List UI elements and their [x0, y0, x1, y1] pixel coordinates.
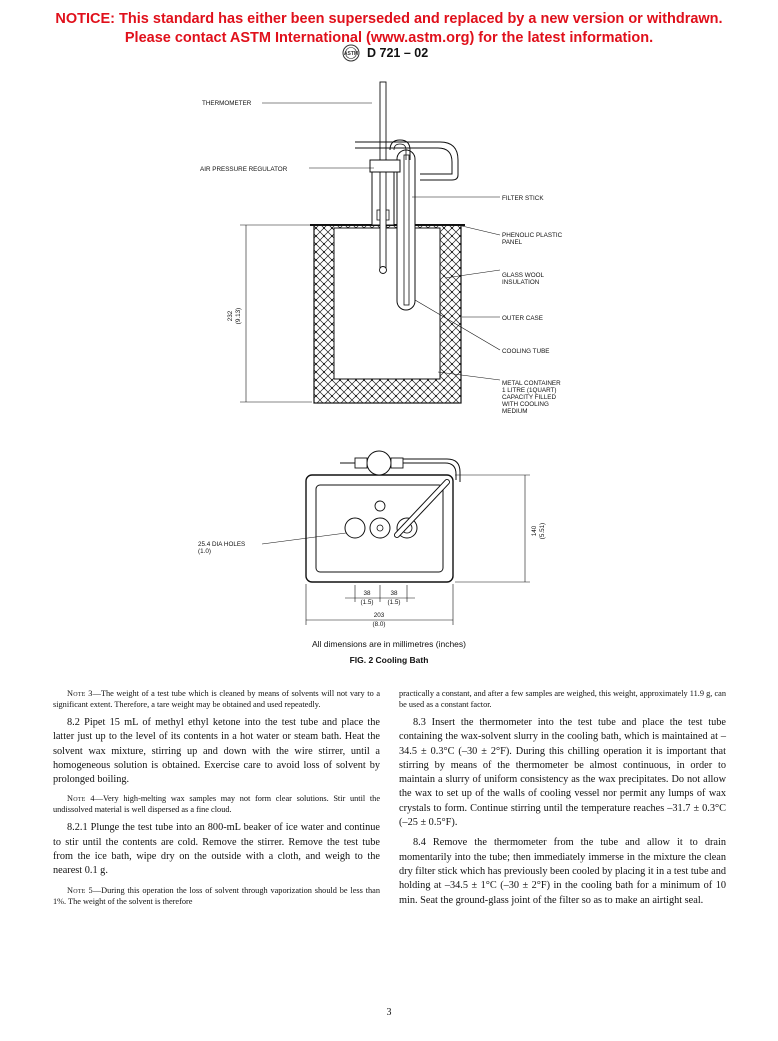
plan-regulator	[367, 451, 391, 475]
note-5-continued: practically a constant, and after a few samples are weighed, this weight, approximately 11.9 g, can be used as a constant factor.	[399, 689, 726, 709]
note-5	[53, 885, 380, 907]
designation: D 721 – 02	[367, 46, 429, 60]
left-column	[53, 688, 380, 913]
units-note: All dimensions are in millimetres (inches)	[312, 639, 466, 649]
dim-height-in: (9.13)	[235, 307, 242, 325]
label-glass-wool-2: INSULATION	[502, 279, 540, 286]
label-phenolic-panel-2: PANEL	[502, 239, 523, 246]
label-phenolic-panel-1: PHENOLIC PLASTIC	[502, 232, 563, 239]
svg-text:ASTM: ASTM	[343, 51, 359, 57]
note-4	[53, 793, 380, 815]
page-number: 3	[386, 1007, 392, 1018]
paragraph-8-2: 8.2 Pipet 15 mL of methyl ethyl ketone into the test tube and place the latter just up to the level of its contents in a hot water or steam bath. Heat the solvent wax mixture, stirring up and down with the wire stirrer, until a homogeneous solution is obtained. Exercise care to avoid loss of solvent by prolonged boiling.	[53, 717, 380, 786]
dim-spacing2-mm: 38	[390, 590, 398, 597]
dim-spacing2-in: (1.5)	[387, 599, 401, 606]
paragraph-8-2-1: 8.2.1 Plunge the test tube into an 800-mL beaker of ice water and continue to stir until the contents are cold. Remove the stirrer. Remove the test tube from the ice bath, wipe dry on the outside with a cloth, and weigh to the nearest 0.1 g.	[53, 822, 380, 877]
hole-thermometer	[375, 501, 385, 511]
paragraph-8-4: 8.4 Remove the thermometer from the tube and allow it to drain momentarily into the tube; then immediately immerse in the mixture the clean dry filter stick which has previously been cooled by placing it in a test tube and holding at –34.5 ± 1°C (–30 ± 2°F) in the cooling bath for a minimum of 10 min. Seat the ground-glass joint of the filter so as to make an airtight seal.	[399, 837, 726, 906]
dim-spacing1-mm: 38	[363, 590, 371, 597]
side-elevation	[200, 82, 563, 415]
dim-depth-mm: 140	[531, 525, 538, 537]
note-3-label: Note 3	[67, 689, 93, 698]
hole-left	[345, 518, 365, 538]
plan-view	[198, 451, 546, 628]
filter-stick	[404, 155, 409, 305]
notice-line-1: NOTICE: This standard has either been superseded and replaced by a new version or withdrawn.	[55, 11, 723, 27]
right-column	[399, 688, 726, 914]
note-3-text: —The weight of a test tube which is cleaned by means of solvents will not vary to a significant extent. Therefore, a tare weight may be obtained and used repeatedly.	[53, 689, 381, 709]
dim-depth-in: (5.51)	[539, 522, 546, 540]
label-cooling-tube: COOLING TUBE	[502, 348, 550, 355]
label-glass-wool-1: GLASS WOOL	[502, 272, 544, 279]
label-metal-container-1: METAL CONTAINER	[502, 380, 561, 387]
paragraph-8-3: 8.3 Insert the thermometer into the test tube and place the test tube containing the wax-solvent slurry in the cooling bath, which is maintained at –34.5 ± 0.3°C (–30 ± 2°F). During this chilling operation it is important that stirring by means of the thermometer be almost continuous, in order to maintain a slurry of uniform consistency as the wax precipitates. Do not allow the wax to set up of the walls of cooling vessel nor permit any lumps of wax crystals to form. Continue stirring until the temperature reaches –31.7 ± 0.3°C (–25 ± 0.5°F).	[399, 717, 726, 829]
note-5-text: —During this operation the loss of solvent through vaporization should be less than 1%. The weight of the solvent is therefore	[53, 885, 381, 906]
label-holes-1: 25.4 DIA HOLES	[198, 541, 246, 548]
note-4-label: Note 4	[67, 794, 95, 804]
label-metal-container-2: 1 LITRE (1QUART)	[502, 387, 557, 394]
note-5-label: Note 5	[67, 885, 93, 895]
label-holes-2: (1.0)	[198, 548, 211, 555]
label-air-pressure-regulator: AIR PRESSURE REGULATOR	[200, 166, 288, 173]
dim-height-mm: 232	[227, 310, 234, 322]
dim-width-in: (8.0)	[372, 621, 386, 628]
label-metal-container-5: MEDIUM	[502, 408, 528, 415]
thermometer	[380, 82, 386, 270]
note-3	[53, 688, 380, 710]
dim-spacing1-in: (1.5)	[360, 599, 374, 606]
label-filter-stick: FILTER STICK	[502, 195, 544, 202]
label-metal-container-3: CAPACITY FILLED	[502, 394, 557, 401]
label-outer-case: OUTER CASE	[502, 315, 543, 322]
label-thermometer: THERMOMETER	[202, 100, 252, 107]
dim-width-mm: 203	[373, 612, 385, 619]
note-4-text: —Very high-melting wax samples may not form clear solutions. Stir until the undissolved material is well dispersed as a fine cloud.	[53, 794, 381, 815]
metal-container	[334, 228, 440, 379]
figure-caption: FIG. 2 Cooling Bath	[349, 655, 429, 665]
label-metal-container-4: WITH COOLING	[502, 401, 549, 408]
notice-line-2: Please contact ASTM International (www.astm.org) for the latest information.	[124, 30, 654, 46]
